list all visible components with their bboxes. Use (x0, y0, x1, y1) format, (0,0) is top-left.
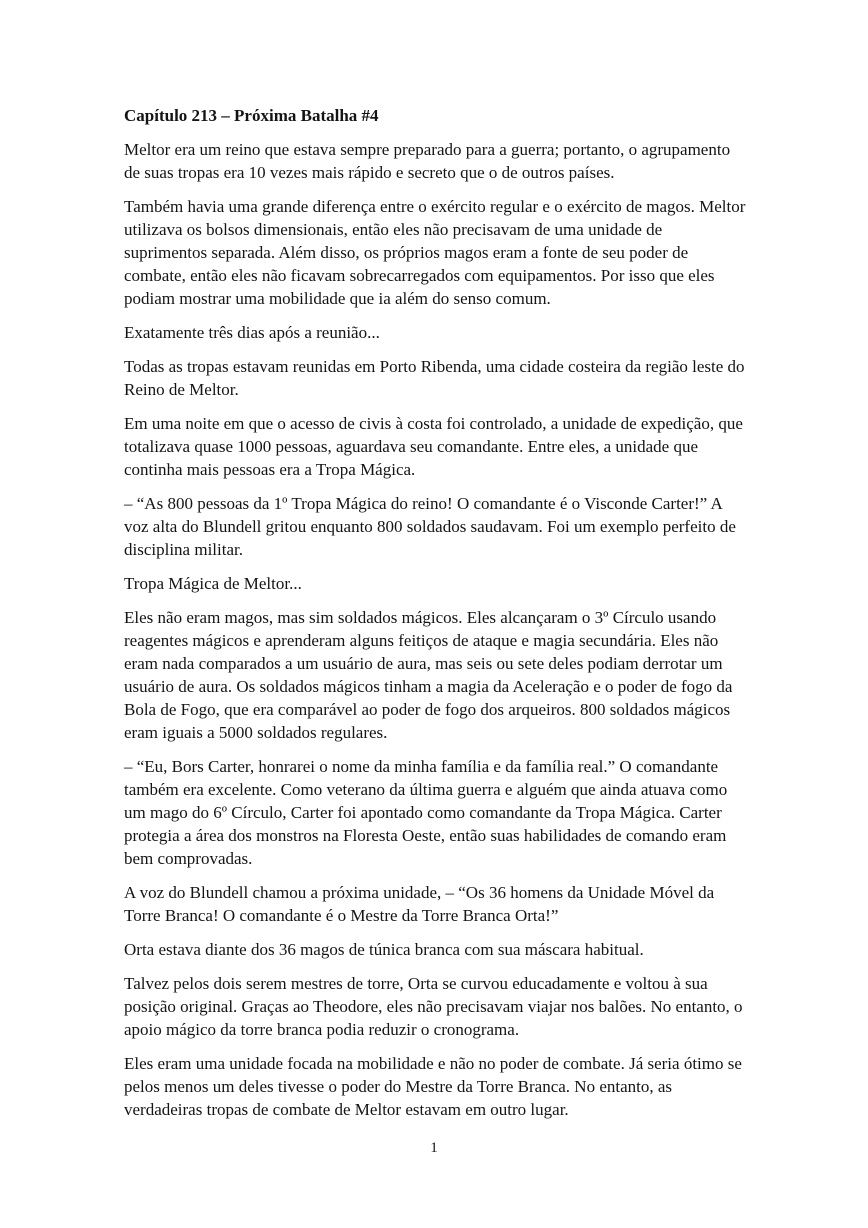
paragraph-6: – “As 800 pessoas da 1º Tropa Mágica do reino! O comandante é o Visconde Carter!” A voz alta do Blundell gritou enquanto 800 soldados saudavam. Foi um exemplo perfeito de disciplina militar. (124, 494, 736, 559)
paragraph-5: Em uma noite em que o acesso de civis à costa foi controlado, a unidade de expedição, que totalizava quase 1000 pessoas, aguardava seu comandante. Entre eles, a unidade que continha mais pessoas era a Tropa Mágica. (124, 414, 743, 479)
page-number: 1 (430, 1140, 438, 1156)
paragraph-13: Eles eram uma unidade focada na mobilidade e não no poder de combate. Já seria ótimo se pelos menos um deles tivesse o poder do Mestre da Torre Branca. No entanto, as verdadeiras tropas de combate de Meltor estavam em outro lugar. (124, 1054, 742, 1119)
paragraph-1: Meltor era um reino que estava sempre preparado para a guerra; portanto, o agrupamento de suas tropas era 10 vezes mais rápido e secreto que o de outros países. (124, 140, 731, 182)
paragraph-3: Exatamente três dias após a reunião... (124, 323, 380, 342)
paragraph-8: Eles não eram magos, mas sim soldados mágicos. Eles alcançaram o 3º Círculo usando reagentes mágicos e aprenderam alguns feitiços de ataque e magia secundária. Eles não eram nada comparados a um usuário de aura, mas seis ou sete deles podiam derrotar um usuário de aura. Os soldados mágicos tinham a magia da Aceleração e o poder de fogo da Bola de Fogo, que era comparável ao poder de fogo dos arqueiros. 800 soldados mágicos eram iguais a 5000 soldados regulares. (124, 608, 733, 742)
paragraph-12: Talvez pelos dois serem mestres de torre, Orta se curvou educadamente e voltou à sua posição original. Graças ao Theodore, eles não precisavam viajar nos balões. No entanto, o apoio mágico da torre branca podia reduzir o cronograma. (124, 974, 743, 1039)
paragraph-11: Orta estava diante dos 36 magos de túnica branca com sua máscara habitual. (124, 940, 644, 959)
paragraph-9: – “Eu, Bors Carter, honrarei o nome da minha família e da família real.” O comandante também era excelente. Como veterano da última guerra e alguém que ainda atuava como um mago do 6º Círculo, Carter foi apontado como comandante da Tropa Mágica. Carter protegia a área dos monstros na Floresta Oeste, então suas habilidades de comando eram bem comprovadas. (124, 757, 728, 868)
paragraph-10: A voz do Blundell chamou a próxima unidade, – “Os 36 homens da Unidade Móvel da Torre Branca! O comandante é o Mestre da Torre Branca Orta!” (124, 883, 715, 925)
chapter-title: Capítulo 213 – Próxima Batalha #4 (124, 106, 379, 125)
paragraph-2: Também havia uma grande diferença entre o exército regular e o exército de magos. Meltor utilizava os bolsos dimensionais, então eles não precisavam de uma unidade de suprimentos separada. Além disso, os próprios magos eram a fonte de seu poder de combate, então eles não ficavam sobrecarregados com equipamentos. Por isso que eles podiam mostrar uma mobilidade que ia além do senso comum. (124, 197, 746, 308)
document-body (124, 104, 748, 1132)
paragraph-7: Tropa Mágica de Meltor... (124, 574, 302, 593)
paragraph-4: Todas as tropas estavam reunidas em Porto Ribenda, uma cidade costeira da região leste do Reino de Meltor. (124, 357, 745, 399)
